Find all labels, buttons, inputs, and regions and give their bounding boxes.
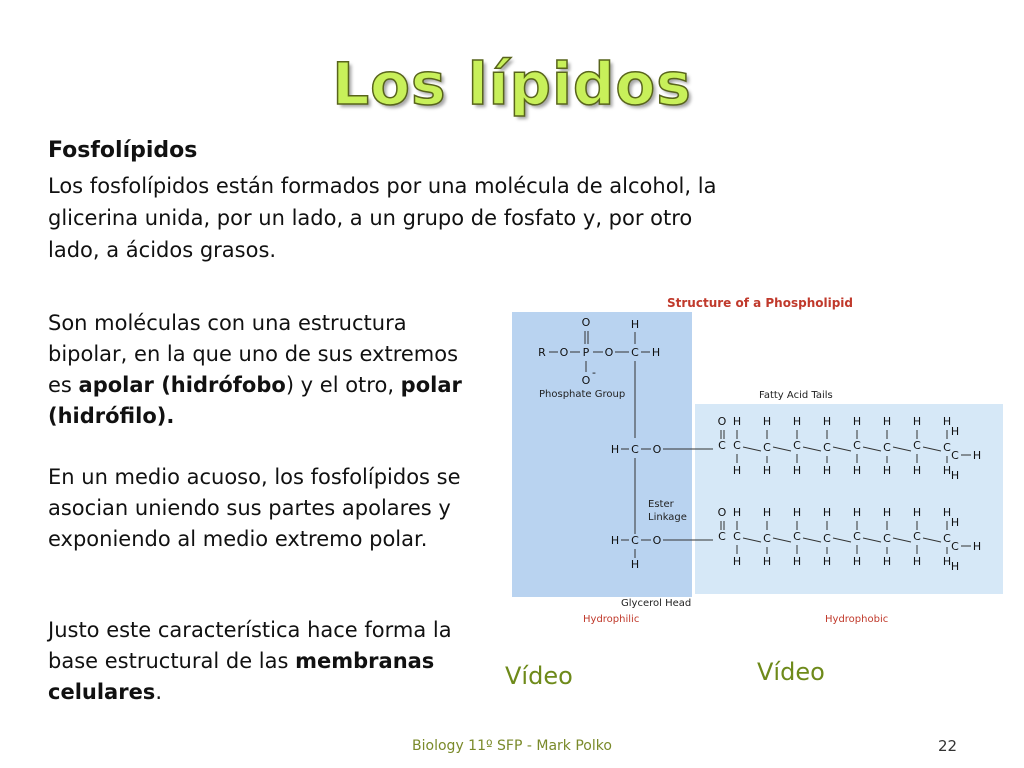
atom-glyph: H — [630, 558, 640, 571]
atom-glyph: P — [582, 346, 590, 359]
atom-glyph: C — [853, 439, 861, 452]
atom-glyph: H — [852, 415, 862, 428]
atom-glyph: H — [882, 415, 892, 428]
atom-glyph: C — [631, 534, 639, 547]
atom-glyph: C — [718, 530, 726, 543]
atom-glyph: H — [610, 534, 620, 547]
phosphate-group-label: Phosphate Group — [539, 389, 626, 400]
atom-glyph: O — [717, 415, 727, 428]
atom-glyph: C — [883, 532, 891, 545]
atom-glyph: C — [951, 449, 959, 462]
atom-glyph: O — [604, 346, 614, 359]
atom-glyph: H — [950, 469, 960, 482]
section-heading: Fosfolípidos — [48, 138, 198, 163]
atom-glyph: H — [822, 555, 832, 568]
atom-glyph: C — [913, 530, 921, 543]
atom-glyph: H — [942, 415, 952, 428]
atom-glyph: H — [942, 464, 952, 477]
atom-glyph: H — [762, 464, 772, 477]
atom-glyph: C — [943, 532, 951, 545]
atom-glyph: C — [913, 439, 921, 452]
hydrophilic-label: Hydrophilic — [583, 614, 640, 625]
atom-glyph: C — [951, 540, 959, 553]
atom-glyph: H — [651, 346, 661, 359]
atom-glyph: H — [732, 555, 742, 568]
atom-glyph: H — [972, 449, 982, 462]
ester-label: Ester — [648, 499, 674, 510]
atom-glyph: - — [592, 366, 596, 379]
atom-glyph: H — [762, 506, 772, 519]
atom-glyph: H — [912, 506, 922, 519]
page-number: 22 — [938, 737, 958, 755]
atom-glyph: C — [631, 346, 639, 359]
atom-glyph: H — [912, 555, 922, 568]
bipolar-paragraph: Son moléculas con una estructura bipolar, en la que uno de sus extremos es apolar (hidrófobo) y el otro, polar (hidrófilo). — [48, 311, 462, 428]
atom-glyph: H — [732, 506, 742, 519]
atom-glyph: O — [717, 506, 727, 519]
phospholipid-diagram — [505, 288, 1010, 628]
atom-glyph: C — [883, 441, 891, 454]
atom-glyph: O — [652, 534, 662, 547]
atom-glyph: C — [823, 441, 831, 454]
linkage-label: Linkage — [648, 512, 687, 523]
slide-title: Los lípidos — [332, 50, 692, 118]
fatty-acid-tails-label: Fatty Acid Tails — [759, 390, 833, 401]
atom-glyph: C — [718, 439, 726, 452]
membrane-paragraph: Justo este característica hace forma la base estructural de las membranas celulares. — [48, 618, 452, 704]
atom-glyph: H — [610, 443, 620, 456]
hydrophobic-label: Hydrophobic — [825, 614, 889, 625]
atom-glyph: H — [732, 415, 742, 428]
atom-glyph: H — [972, 540, 982, 553]
atom-glyph: C — [733, 439, 741, 452]
atom-glyph: R — [538, 346, 546, 359]
glycerol-head-label: Glycerol Head — [621, 598, 692, 609]
atom-glyph: H — [942, 506, 952, 519]
atom-glyph: C — [943, 441, 951, 454]
atom-glyph: H — [792, 506, 802, 519]
atom-glyph: C — [793, 530, 801, 543]
atom-glyph: H — [762, 415, 772, 428]
atom-glyph: C — [853, 530, 861, 543]
atom-glyph: O — [581, 374, 591, 387]
atom-glyph: H — [792, 415, 802, 428]
atom-glyph: H — [882, 506, 892, 519]
atom-glyph: H — [792, 464, 802, 477]
atom-glyph: C — [793, 439, 801, 452]
atom-glyph: H — [732, 464, 742, 477]
atom-glyph: H — [912, 464, 922, 477]
atom-glyph: C — [763, 532, 771, 545]
intro-paragraph: Los fosfolípidos están formados por una molécula de alcohol, la glicerina unida, por un lado, a un grupo de fosfato y, por otro lado, a ácidos grasos. — [48, 174, 717, 262]
atom-glyph: H — [822, 464, 832, 477]
atom-glyph: H — [762, 555, 772, 568]
atom-glyph: H — [950, 560, 960, 573]
atom-glyph: C — [823, 532, 831, 545]
atom-glyph: O — [559, 346, 569, 359]
atom-glyph: H — [630, 318, 640, 331]
atom-glyph: O — [652, 443, 662, 456]
atom-glyph: H — [942, 555, 952, 568]
footer-credit: Biology 11º SFP - Mark Polko — [412, 738, 612, 754]
atom-glyph: H — [852, 506, 862, 519]
atom-glyph: C — [763, 441, 771, 454]
atom-glyph: H — [912, 415, 922, 428]
atom-glyph: H — [852, 464, 862, 477]
atom-glyph: O — [581, 316, 591, 329]
diagram-title: Structure of a Phospholipid — [667, 296, 854, 310]
atom-glyph: H — [822, 506, 832, 519]
atom-glyph: H — [792, 555, 802, 568]
atom-glyph: C — [631, 443, 639, 456]
atom-glyph: H — [822, 415, 832, 428]
aqueous-paragraph: En un medio acuoso, los fosfolípidos se asocian uniendo sus partes apolares y exponiendo al medio extremo polar. — [48, 465, 461, 551]
atom-glyph: H — [950, 425, 960, 438]
atom-glyph: H — [882, 555, 892, 568]
atom-glyph: C — [733, 530, 741, 543]
video-link-2[interactable]: Vídeo — [757, 658, 825, 686]
atom-glyph: H — [882, 464, 892, 477]
video-link-1[interactable]: Vídeo — [505, 662, 573, 690]
atom-glyph: H — [852, 555, 862, 568]
atom-glyph: H — [950, 516, 960, 529]
